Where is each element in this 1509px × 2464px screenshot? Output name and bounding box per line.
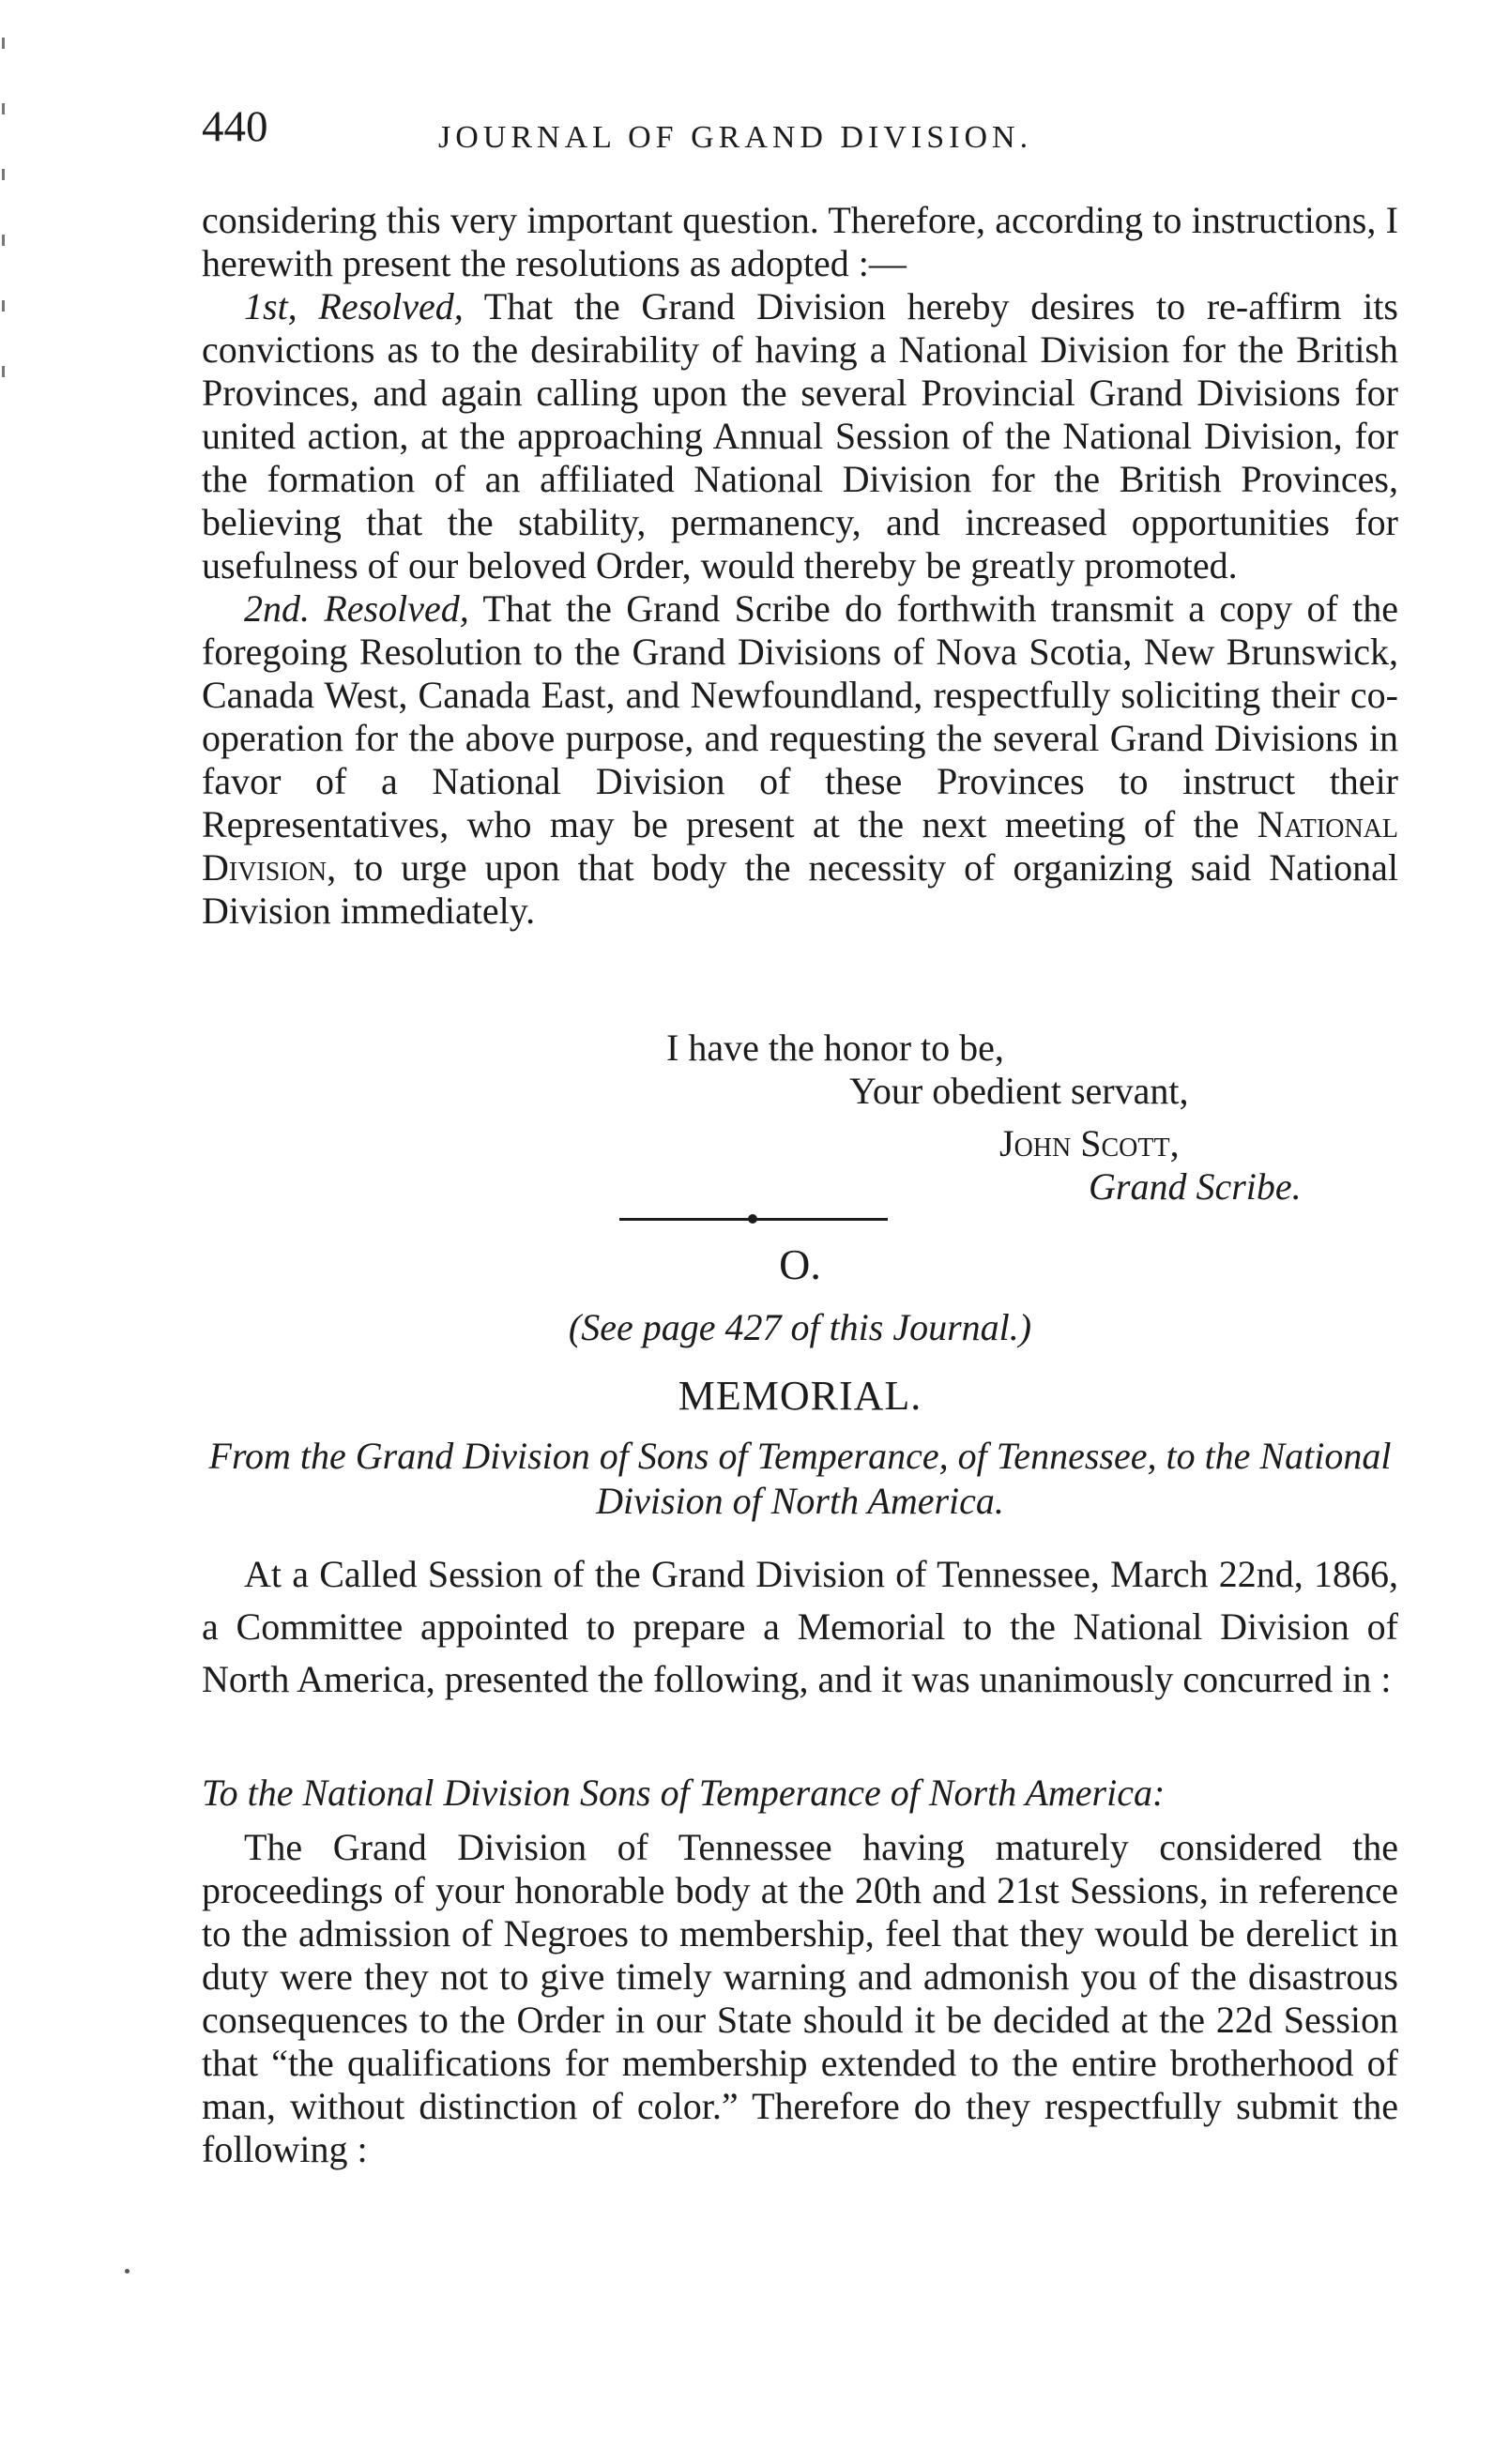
section-letter: O. <box>779 1240 821 1288</box>
letter-body <box>202 199 1398 933</box>
memorial-address: To the National Division Sons of Temperance of North America: <box>202 1772 1166 1814</box>
memorial-body: The Grand Division of Tennessee having maturely considered the proceedings of your honorable body at the 20th and 21st Sessions, in reference to the admission of Negroes to membership, feel that they would be derelict in duty were they not to give timely warning and admonish you of the disastrous consequences to the Order in our State should it be decided at the 22d Session that “the qualifications for membership extended to the entire brotherhood of man, without distinction of color.” Therefore do they respectfully submit the following : <box>202 1826 1398 2170</box>
resolution-second-text-b: , to urge upon that body the necessity of organizing said National Division immediately. <box>202 846 1398 932</box>
page-header <box>202 102 1398 161</box>
resolution-first-text: That the Grand Division hereby desires to re-affirm its convictions as to the desirability of having a National Division for the British Provinces, and again calling upon the several Provincial Grand Divisions for united action, at the approaching Annual Session of the National Division, for the formation of an affiliated National Division for the British Provinces, believing that the stability, permanency, and increased opportunities for usefulness of our beloved Order, would thereby be greatly promoted. <box>202 285 1398 586</box>
closing-line-1: I have the honor to be, <box>666 1027 1004 1069</box>
resolution-first <box>202 285 1398 587</box>
signature-title: Grand Scribe. <box>1089 1165 1302 1208</box>
see-page-reference: (See page 427 of this Journal.) <box>568 1306 1032 1348</box>
resolution-second <box>202 587 1398 933</box>
resolution-first-label: 1st, Resolved, <box>244 285 464 327</box>
section-divider-dot <box>748 1214 757 1224</box>
letter-opening-paragraph: considering this very important question. Therefore, according to instructions, I herewith present the resolutions as adopted :— <box>202 199 1398 284</box>
memorial-intro: At a Called Session of the Grand Division of Tennessee, March 22nd, 1866, a Committee appointed to prepare a Memorial to the National Division of North America, presented the following, and it was unanimously concurred in : <box>202 1553 1398 1700</box>
memorial-body-block <box>202 1826 1398 2171</box>
closing-line-2: Your obedient servant, <box>849 1070 1189 1112</box>
memorial-from-line: From the Grand Division of Sons of Temperance, of Tennessee, to the National Division of North America. <box>208 1435 1392 1522</box>
memorial-title: MEMORIAL. <box>678 1373 922 1419</box>
running-title: JOURNAL OF GRAND DIVISION. <box>438 120 1033 155</box>
left-margin-marks <box>0 0 8 394</box>
stray-mark <box>125 2269 130 2274</box>
resolution-second-label: 2nd. Resolved, <box>244 587 469 630</box>
memorial-intro-block <box>202 1548 1398 1706</box>
resolution-second-text-a: That the Grand Scribe do forthwith transmit a copy of the foregoing Resolution to the Grand Divisions of Nova Scotia, New Brunswick, Canada West, Canada East, and Newfoundland, respectfully soliciting their co-operation for the above purpose, and requesting the several Grand Divisions in favor of a National Division of these Provinces to instruct their Representatives, who may be present at the next meeting of the <box>202 587 1399 845</box>
signature-name: John Scott, <box>999 1122 1180 1164</box>
national-division-caps: National Division <box>202 803 1398 889</box>
page-number: 440 <box>202 102 268 151</box>
